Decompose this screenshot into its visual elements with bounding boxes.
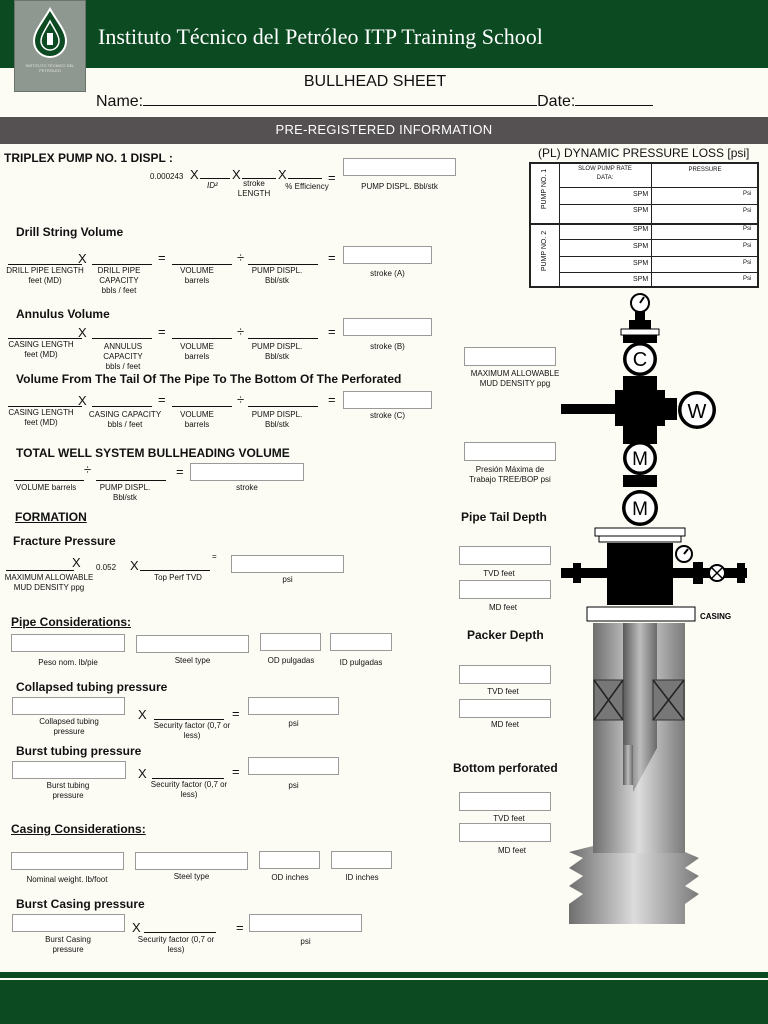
annulus-pump-displ-input[interactable]: [248, 338, 318, 339]
pressure-loss-heading: (PL) DYNAMIC PRESSURE LOSS [psi]: [538, 146, 750, 160]
pressure-loss-table: [529, 162, 759, 288]
stroke-c-label: stroke (C): [369, 411, 406, 420]
casing-considerations-heading: Casing Considerations:: [11, 822, 146, 836]
collapsed-psi-label: psi: [288, 719, 299, 728]
packer-tvd-box[interactable]: [459, 665, 551, 684]
casing-steel-box[interactable]: [135, 852, 248, 870]
casing-weight-box[interactable]: [11, 852, 124, 870]
burst-casing-label: Burst Casing pressure: [45, 935, 91, 954]
tail-casing-length-input[interactable]: [8, 406, 82, 407]
name-label: Name:: [96, 93, 144, 110]
casing-length-input[interactable]: [8, 338, 82, 339]
id2-input[interactable]: [200, 178, 230, 179]
burst-casing-psi-label: psi: [300, 937, 311, 946]
stroke-b-box[interactable]: [343, 318, 432, 336]
pipe-tail-md-label: MD feet: [488, 603, 517, 612]
equals-sign: =: [232, 706, 240, 721]
times-sign: X: [72, 555, 81, 570]
name-input[interactable]: [143, 94, 537, 106]
equals-sign: =: [158, 250, 166, 265]
logo-text: INSTITUTO TÉCNICO DEL PETRÓLEO: [25, 63, 75, 73]
fracture-mad-label: MAXIMUM ALLOWABLE MUD DENSITY ppg: [4, 573, 94, 592]
burst-casing-box[interactable]: [12, 914, 125, 932]
pipe-tail-heading: Pipe Tail Depth: [461, 510, 547, 524]
top-perf-tvd-label: Top Perf TVD: [154, 573, 202, 582]
divide-sign: ÷: [237, 392, 245, 407]
total-volume-input[interactable]: [14, 480, 84, 481]
valve-w-label: W: [687, 401, 707, 423]
collapsed-box[interactable]: [12, 697, 125, 715]
spm-cell: SPM: [633, 226, 649, 233]
casing-steel-label: Steel type: [173, 872, 210, 881]
equals-sign: =: [328, 324, 336, 339]
header-title: Instituto Técnico del Petróleo ITP Training School: [98, 24, 543, 49]
divide-sign: ÷: [237, 324, 245, 339]
burst-tubing-heading: Burst tubing pressure: [16, 744, 142, 758]
times-sign: X: [78, 325, 87, 340]
equals-sign: =: [158, 392, 166, 407]
collapsed-psi-box[interactable]: [248, 697, 339, 715]
collapsed-label: Collapsed tubing pressure: [39, 717, 99, 736]
drill-volume-label: VOLUME barrels: [180, 266, 214, 285]
valve-m-label: M: [632, 499, 648, 520]
formation-heading: FORMATION: [15, 510, 87, 524]
banner-text: PRE-REGISTERED INFORMATION: [275, 122, 493, 137]
name-date-line: [96, 93, 653, 111]
collapsed-heading: Collapsed tubing pressure: [16, 680, 168, 694]
drill-pump-displ-label: PUMP DISPL. Bbl/stk: [251, 266, 303, 285]
psi-cell: Psi: [743, 276, 752, 282]
pipe-tail-tvd-label: TVD feet: [483, 569, 515, 578]
total-pump-displ-input[interactable]: [96, 480, 166, 481]
packer-heading: Packer Depth: [467, 628, 544, 642]
times-sign: X: [138, 707, 147, 722]
annulus-heading: Annulus Volume: [16, 307, 110, 321]
presion-maxima-box[interactable]: [464, 442, 556, 461]
drill-pump-displ-input[interactable]: [248, 264, 318, 265]
casing-label: CASING: [700, 612, 732, 621]
equals-sign: =: [176, 464, 184, 479]
annulus-capacity-label: ANNULUS CAPACITY bbls / feet: [103, 342, 143, 371]
spm-cell: SPM: [633, 191, 649, 198]
equals-sign: =: [328, 250, 336, 265]
burst-tubing-factor-label: Security factor (0,7 or less): [150, 780, 228, 799]
pump-displ-box[interactable]: [343, 158, 456, 176]
spm-cell: SPM: [633, 243, 649, 250]
bottom-perforated-heading: Bottom perforated: [453, 761, 558, 775]
efficiency-input[interactable]: [288, 178, 322, 179]
pipe-considerations-heading: Pipe Considerations:: [11, 615, 132, 629]
pump-displ-label: PUMP DISPL. Bbl/stk: [361, 182, 438, 191]
pump-1-label: PUMP NO. 1: [541, 168, 548, 210]
divide-sign: ÷: [237, 250, 245, 265]
spm-cell: SPM: [633, 276, 649, 283]
casing-id-label: ID inches: [345, 873, 379, 882]
presion-maxima-label: Presión Máxima de Trabajo TREE/BOP psi: [469, 465, 551, 484]
mad-label: MAXIMUM ALLOWABLE MUD DENSITY ppg: [470, 369, 560, 388]
fracture-psi-label: psi: [282, 575, 293, 584]
burst-casing-psi-box[interactable]: [249, 914, 362, 932]
triplex-heading: TRIPLEX PUMP NO. 1 DISPL :: [4, 151, 173, 165]
pipe-weight-box[interactable]: [11, 634, 125, 652]
bottom-tvd-label: TVD feet: [493, 814, 525, 823]
equals-sign: =: [328, 392, 336, 407]
mad-box[interactable]: [464, 347, 556, 366]
bottom-md-box[interactable]: [459, 823, 551, 842]
formation-constant: 0.052: [96, 563, 117, 572]
times-sign: X: [130, 558, 139, 573]
spm-cell: SPM: [633, 207, 649, 214]
pump-2-label: PUMP NO. 2: [541, 230, 548, 272]
collapsed-factor-input[interactable]: [154, 719, 224, 720]
casing-od-box[interactable]: [259, 851, 320, 869]
burst-tubing-box[interactable]: [12, 761, 126, 779]
id2-label: ID²: [207, 181, 218, 190]
tail-pump-displ-input[interactable]: [248, 406, 318, 407]
packer-md-box[interactable]: [459, 699, 551, 718]
stroke-a-box[interactable]: [343, 246, 432, 264]
drill-pipe-capacity-input[interactable]: [92, 264, 152, 265]
packer-tvd-label: TVD feet: [487, 687, 519, 696]
casing-weight-label: Nominal weight. lb/foot: [26, 875, 108, 884]
casing-capacity-label: CASING CAPACITY bbls / feet: [88, 410, 162, 429]
date-label: Date:: [537, 93, 576, 110]
burst-tubing-psi-label: psi: [288, 781, 299, 790]
casing-length-label: CASING LENGTH feet (MD): [8, 340, 74, 359]
stroke-c-box[interactable]: [343, 391, 432, 409]
triplex-constant: 0.000243: [150, 172, 184, 181]
valve-c-label: C: [632, 349, 648, 371]
drill-pipe-capacity-label: DRILL PIPE CAPACITY bbls / feet: [97, 266, 141, 295]
efficiency-label: % Efficiency: [285, 182, 329, 191]
times-sign: X: [278, 167, 287, 182]
pipe-id-label: ID pulgadas: [339, 658, 383, 667]
pipe-steel-label: Steel type: [174, 656, 211, 665]
stroke-b-label: stroke (B): [370, 342, 405, 351]
footer-bar: [0, 980, 768, 1024]
stroke-length-label: stroke LENGTH: [237, 179, 271, 198]
divide-sign: ÷: [84, 462, 92, 477]
fracture-psi-box[interactable]: [231, 555, 344, 573]
fracture-heading: Fracture Pressure: [13, 534, 116, 548]
spm-cell: SPM: [633, 260, 649, 267]
casing-od-label: OD inches: [271, 873, 309, 882]
casing-id-box[interactable]: [331, 851, 392, 869]
times-sign: X: [138, 766, 147, 781]
times-sign: X: [232, 167, 241, 182]
times-sign: X: [78, 393, 87, 408]
times-sign: X: [78, 251, 87, 266]
times-sign: X: [190, 167, 199, 182]
bottom-tvd-box[interactable]: [459, 792, 551, 811]
burst-casing-heading: Burst Casing pressure: [16, 897, 145, 911]
bottom-md-label: MD feet: [497, 846, 526, 855]
pipe-tail-tvd-box[interactable]: [459, 546, 551, 565]
annulus-volume-input[interactable]: [172, 338, 232, 339]
annulus-volume-label: VOLUME barrels: [180, 342, 214, 361]
burst-tubing-label: Burst tubing pressure: [46, 781, 90, 800]
wellhead-diagram: [561, 292, 751, 924]
fracture-mad-input[interactable]: [6, 570, 74, 571]
sheet-title: BULLHEAD SHEET: [303, 73, 447, 90]
psi-cell: Psi: [743, 191, 752, 197]
stroke-a-label: stroke (A): [370, 269, 405, 278]
burst-tubing-factor-input[interactable]: [152, 778, 224, 779]
total-volume-heading: TOTAL WELL SYSTEM BULLHEADING VOLUME: [16, 446, 290, 460]
annulus-capacity-input[interactable]: [92, 338, 152, 339]
tail-volume-input[interactable]: [172, 406, 232, 407]
drill-string-heading: Drill String Volume: [16, 225, 124, 239]
psi-cell: Psi: [743, 260, 752, 266]
times-sign: X: [132, 920, 141, 935]
footer-stripe: [0, 972, 768, 978]
equals-sign: =: [232, 764, 240, 779]
oil-drop-icon: [27, 7, 73, 59]
pipe-tail-md-box[interactable]: [459, 580, 551, 599]
burst-tubing-psi-box[interactable]: [248, 757, 339, 775]
total-stroke-label: stroke: [236, 483, 258, 492]
equals-sign: =: [212, 552, 217, 561]
valve-m-label: M: [632, 449, 648, 470]
burst-casing-factor-input[interactable]: [144, 932, 216, 933]
pipe-steel-box[interactable]: [136, 635, 249, 653]
date-input[interactable]: [575, 94, 653, 106]
equals-sign: =: [236, 920, 244, 935]
top-perf-tvd-input[interactable]: [140, 570, 210, 571]
equals-sign: =: [158, 324, 166, 339]
pipe-od-label: OD pulgadas: [267, 656, 315, 665]
equals-sign: =: [328, 170, 336, 185]
tail-casing-length-label: CASING LENGTH feet (MD): [8, 408, 74, 427]
psi-cell: Psi: [743, 208, 752, 214]
total-pump-displ-label: PUMP DISPL. Bbl/stk: [99, 483, 151, 502]
tail-pump-displ-label: PUMP DISPL. Bbl/stk: [251, 410, 303, 429]
casing-capacity-input[interactable]: [92, 406, 152, 407]
pressure-header: PRESSURE: [688, 167, 722, 173]
tail-volume-heading: Volume From The Tail Of The Pipe To The Bottom Of The Perforated: [16, 372, 402, 386]
total-stroke-box[interactable]: [190, 463, 304, 481]
pipe-weight-label: Peso nom. lb/pie: [38, 658, 98, 667]
collapsed-factor-label: Security factor (0,7 or less): [153, 721, 231, 740]
total-volume-label: VOLUME barrels: [15, 483, 77, 492]
packer-md-label: MD feet: [490, 720, 519, 729]
pipe-od-box[interactable]: [260, 633, 321, 651]
psi-cell: Psi: [743, 226, 752, 232]
burst-casing-factor-label: Security factor (0,7 or less): [137, 935, 215, 954]
psi-cell: Psi: [743, 243, 752, 249]
tail-volume-label: VOLUME barrels: [180, 410, 214, 429]
annulus-pump-displ-label: PUMP DISPL. Bbl/stk: [251, 342, 303, 361]
drill-volume-input[interactable]: [172, 264, 232, 265]
drill-pipe-length-label: DRILL PIPE LENGTH feet (MD): [6, 266, 84, 285]
drill-pipe-length-input[interactable]: [8, 264, 82, 265]
pipe-id-box[interactable]: [330, 633, 392, 651]
slow-pump-header: SLOW PUMP RATE DATA:: [578, 166, 632, 181]
